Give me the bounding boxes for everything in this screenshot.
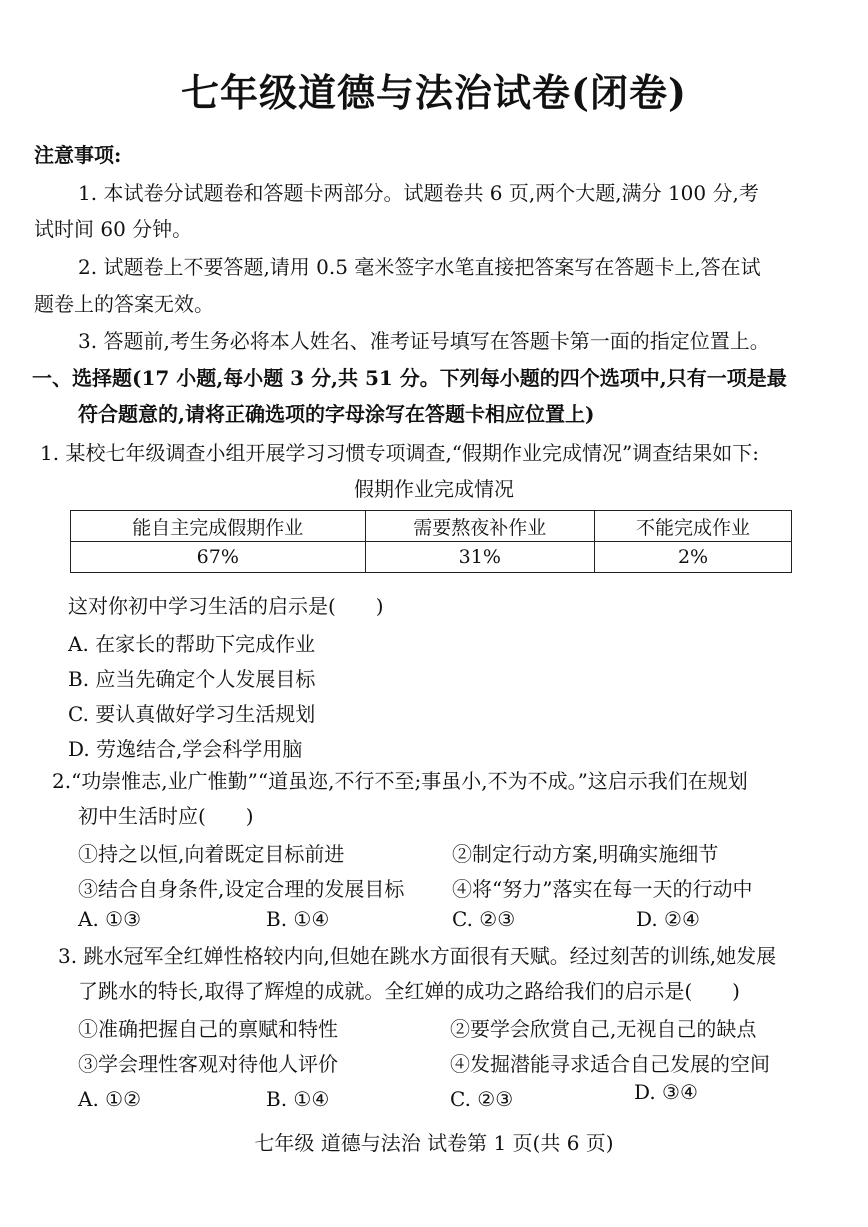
- q3-item-1: ①准确把握自己的禀赋和特性: [78, 1017, 338, 1041]
- q3-item-3: ③学会理性客观对待他人评价: [78, 1052, 338, 1076]
- q1-option-c: C. 要认真做好学习生活规划: [68, 702, 316, 726]
- q3-item-2: ②要学会欣赏自己,无视自己的缺点: [450, 1017, 757, 1041]
- notice-item-1: 1. 本试卷分试题卷和答题卡两部分。试题卷共 6 页,两个大题,满分 100 分,考: [78, 181, 759, 205]
- page-title: 七年级道德与法治试卷(闭卷): [181, 70, 687, 115]
- q3-item-4: ④发掘潜能寻求适合自己发展的空间: [450, 1052, 770, 1076]
- table-header-cell: 能自主完成假期作业: [71, 511, 366, 542]
- q2-stem-cont: 初中生活时应( ): [78, 804, 254, 828]
- section-heading: 一、选择题(17 小题,每小题 3 分,共 51 分。下列每小题的四个选项中,只有一项是最: [32, 366, 787, 390]
- table-cell: 31%: [365, 542, 594, 573]
- q2-item-4: ④将“努力”落实在每一天的行动中: [452, 877, 753, 901]
- q3-choice-b: B. ①④: [266, 1087, 330, 1111]
- q2-item-2: ②制定行动方案,明确实施细节: [452, 842, 719, 866]
- q1-table-title: 假期作业完成情况: [354, 477, 514, 501]
- q2-choice-a: A. ①③: [78, 907, 142, 931]
- q3-stem: 3. 跳水冠军全红婵性格较内向,但她在跳水方面很有天赋。经过刻苦的训练,她发展: [58, 944, 777, 968]
- survey-table: [70, 510, 792, 573]
- page-footer: 七年级 道德与法治 试卷第 1 页(共 6 页): [254, 1131, 614, 1155]
- q2-item-1: ①持之以恒,向着既定目标前进: [78, 842, 345, 866]
- table-header-cell: 不能完成作业: [595, 511, 792, 542]
- q3-choice-d: D. ③④: [634, 1080, 698, 1104]
- table-cell: 2%: [595, 542, 792, 573]
- q3-stem-cont: 了跳水的特长,取得了辉煌的成就。全红婵的成功之路给我们的启示是( ): [78, 979, 740, 1003]
- q3-choice-a: A. ①②: [78, 1087, 142, 1111]
- notice-heading: 注意事项:: [34, 143, 122, 167]
- notice-item-3: 3. 答题前,考生务必将本人姓名、准考证号填写在答题卡第一面的指定位置上。: [78, 329, 770, 353]
- q1-option-d: D. 劳逸结合,学会科学用脑: [68, 737, 303, 761]
- q1-question: 这对你初中学习生活的启示是( ): [68, 594, 384, 618]
- table-cell: 67%: [71, 542, 366, 573]
- table-header-cell: 需要熬夜补作业: [365, 511, 594, 542]
- q2-choice-c: C. ②③: [452, 907, 516, 931]
- q1-option-a: A. 在家长的帮助下完成作业: [68, 632, 316, 656]
- q2-stem: 2.“功崇惟志,业广惟勤”“道虽迩,不行不至;事虽小,不为不成。”这启示我们在规划: [52, 769, 748, 793]
- q2-choice-b: B. ①④: [266, 907, 330, 931]
- q1-stem: 1. 某校七年级调查小组开展学习习惯专项调查,“假期作业完成情况”调查结果如下:: [40, 441, 759, 465]
- notice-item-1-cont: 试时间 60 分钟。: [34, 217, 193, 241]
- table-row: [71, 542, 792, 573]
- q2-item-3: ③结合自身条件,设定合理的发展目标: [78, 877, 405, 901]
- q3-choice-c: C. ②③: [450, 1087, 514, 1111]
- notice-item-2: 2. 试题卷上不要答题,请用 0.5 毫米签字水笔直接把答案写在答题卡上,答在试: [78, 255, 761, 279]
- table-header-row: [71, 511, 792, 542]
- notice-item-2-cont: 题卷上的答案无效。: [34, 292, 214, 316]
- section-heading-cont: 符合题意的,请将正确选项的字母涂写在答题卡相应位置上): [78, 402, 595, 426]
- q2-choice-d: D. ②④: [636, 907, 700, 931]
- q1-option-b: B. 应当先确定个人发展目标: [68, 667, 316, 691]
